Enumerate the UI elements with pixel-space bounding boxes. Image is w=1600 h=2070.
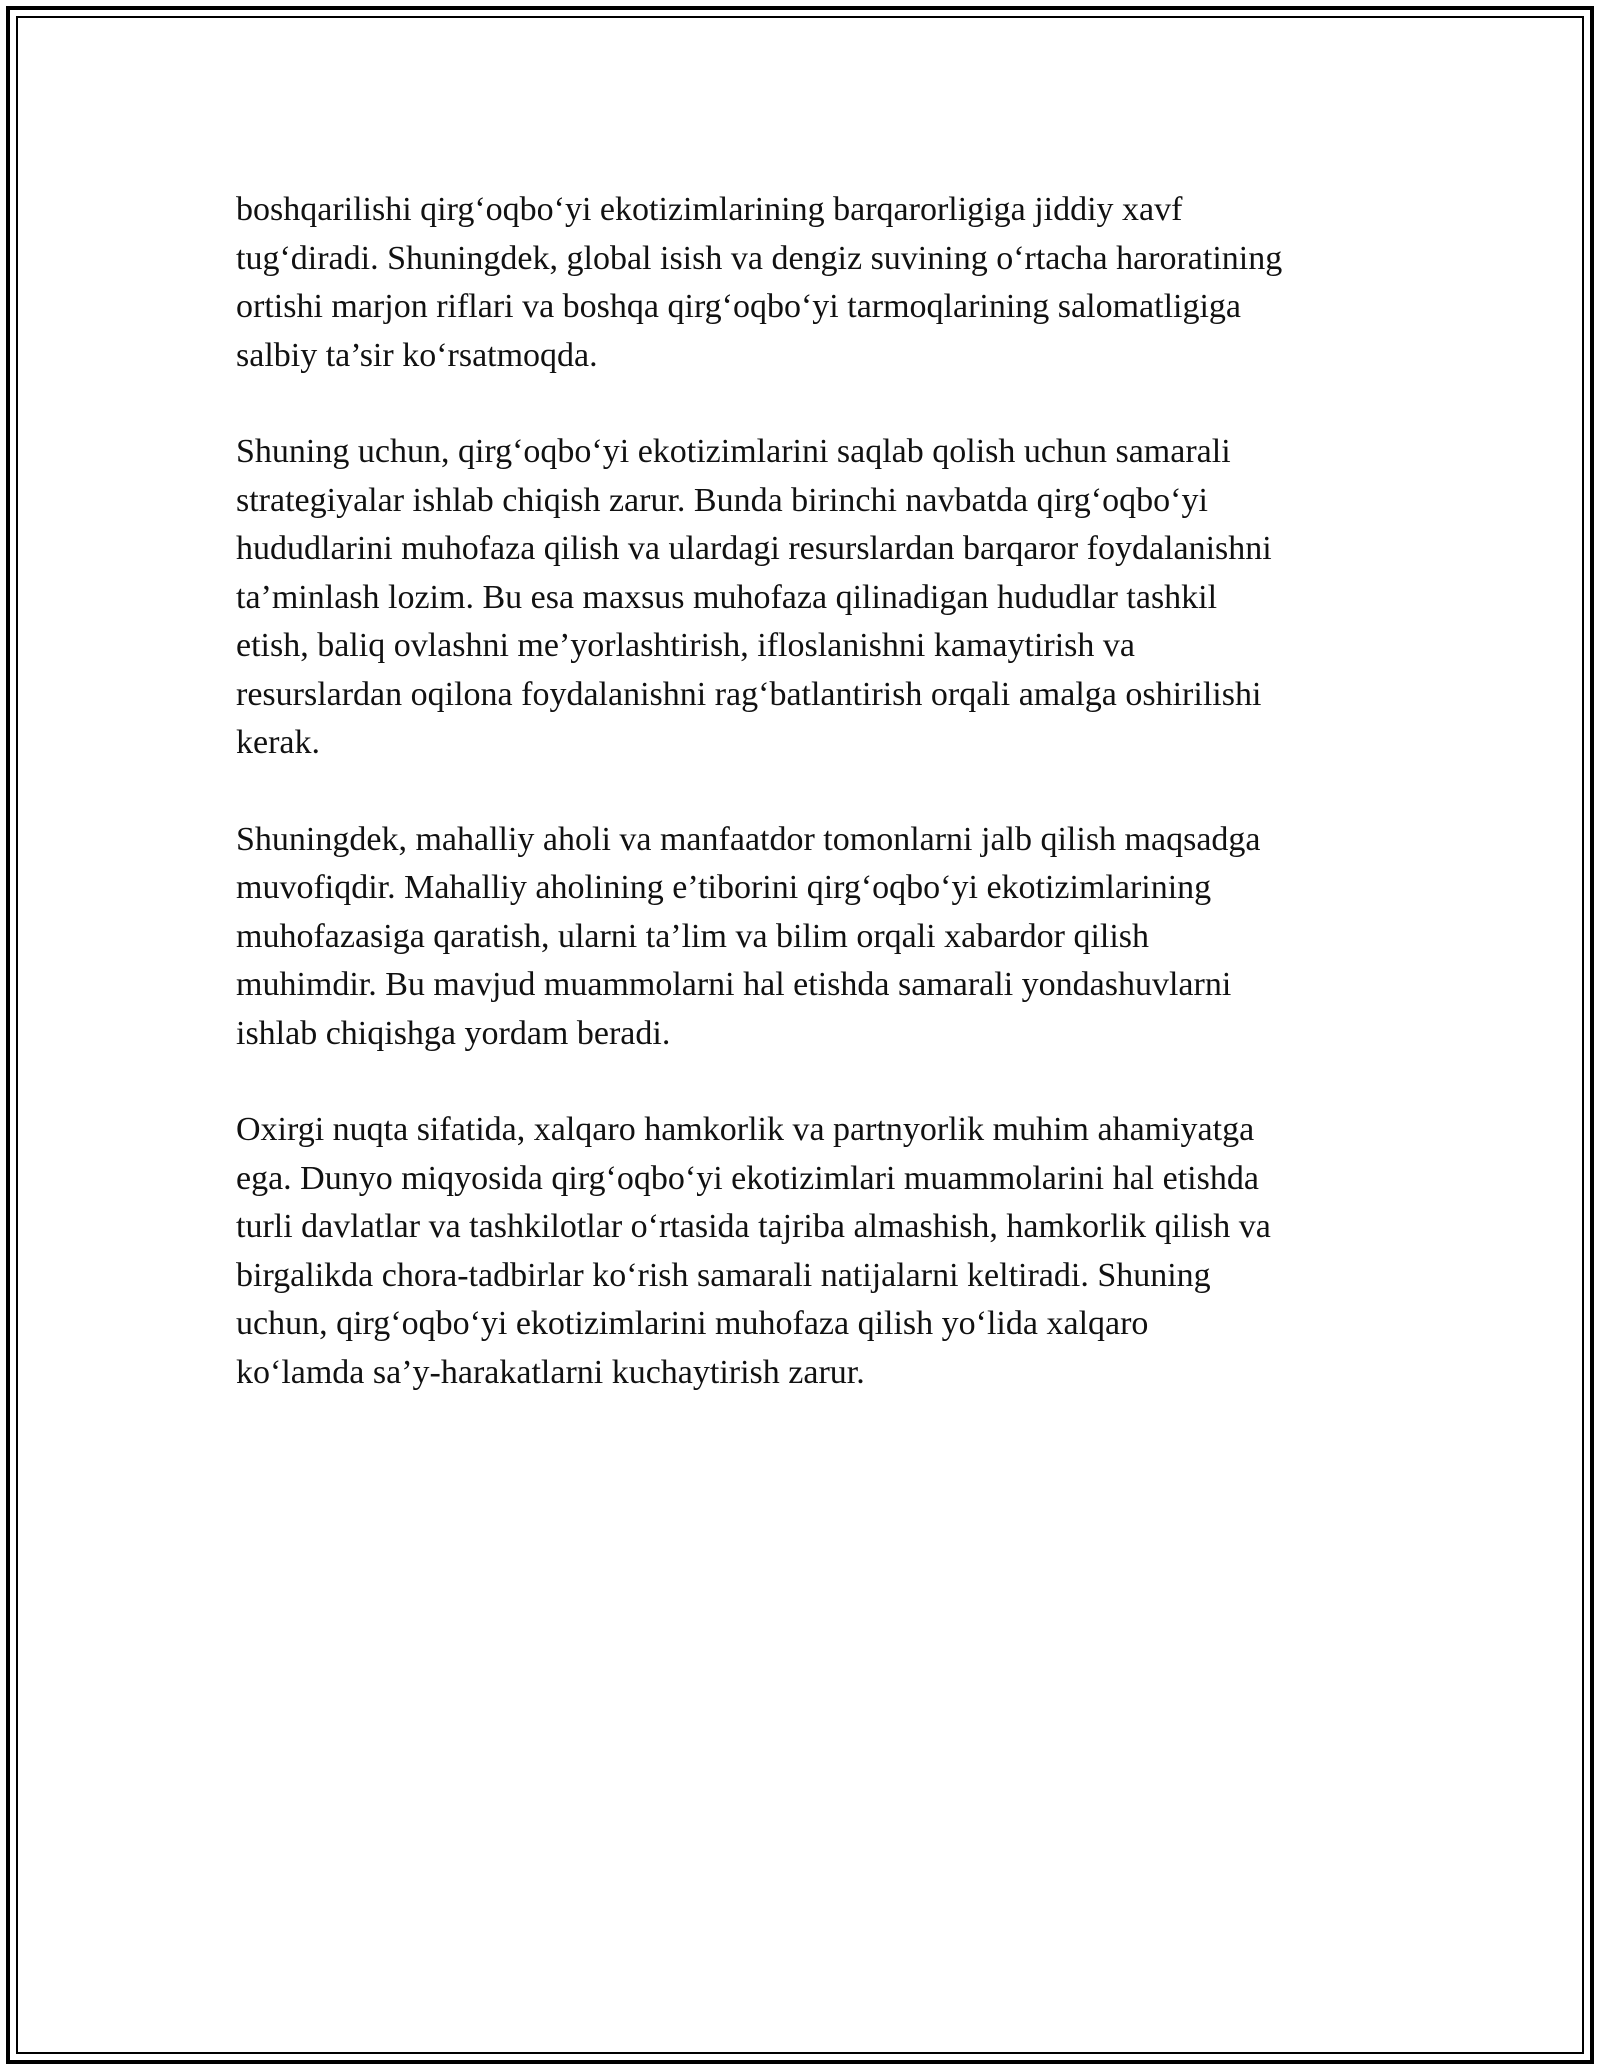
document-body <box>236 186 1376 1445</box>
paragraph-4: Oxirgi nuqta sifatida, xalqaro hamkorlik va partnyorlik muhim ahamiyatga ega. Dunyo miqyosida qirg‘oqbo‘yi ekotizimlari muammolarini hal etishda turli davlatlar va tashkilotlar o‘rtasida tajriba almashish, hamkorlik qilish va birgalikda chora-tadbirlar ko‘rish samarali natijalarni keltiradi. Shuning uchun, qirg‘oqbo‘yi ekotizimlarini muhofaza qilish yo‘lida xalqaro ko‘lamda sa’y-harakatlarni kuchaytirish zarur. <box>236 1111 1271 1391</box>
paragraph-2: Shuning uchun, qirg‘oqbo‘yi ekotizimlarini saqlab qolish uchun samarali strategiyalar ishlab chiqish zarur. Bunda birinchi navbatda qirg‘oqbo‘yi hududlarini muhofaza qilish va ulardagi resurslardan barqaror foydalanishni ta’minlash lozim. Bu esa maxsus muhofaza qilinadigan hududlar tashkil etish, baliq ovlashni me’yorlashtirish, ifloslanishni kamaytirish va resurslardan oqilona foydalanishni rag‘batlantirish orqali amalga oshirilishi kerak. <box>236 433 1272 761</box>
paragraph-1: boshqarilishi qirg‘oqbo‘yi ekotizimlarining barqarorligiga jiddiy xavf tug‘diradi. Shuningdek, global isish va dengiz suvining o‘rtacha haroratining ortishi marjon riflari va boshqa qirg‘oqbo‘yi tarmoqlarining salomatligiga salbiy ta’sir ko‘rsatmoqda. <box>236 191 1283 374</box>
paragraph-3: Shuningdek, mahalliy aholi va manfaatdor tomonlarni jalb qilish maqsadga muvofiqdir. Mahalliy aholining e’tiborini qirg‘oqbo‘yi ekotizimlarining muhofazasiga qaratish, ularni ta’lim va bilim orqali xabardor qilish muhimdir. Bu mavjud muammolarni hal etishda samarali yondashuvlarni ishlab chiqishga yordam beradi. <box>236 820 1261 1052</box>
